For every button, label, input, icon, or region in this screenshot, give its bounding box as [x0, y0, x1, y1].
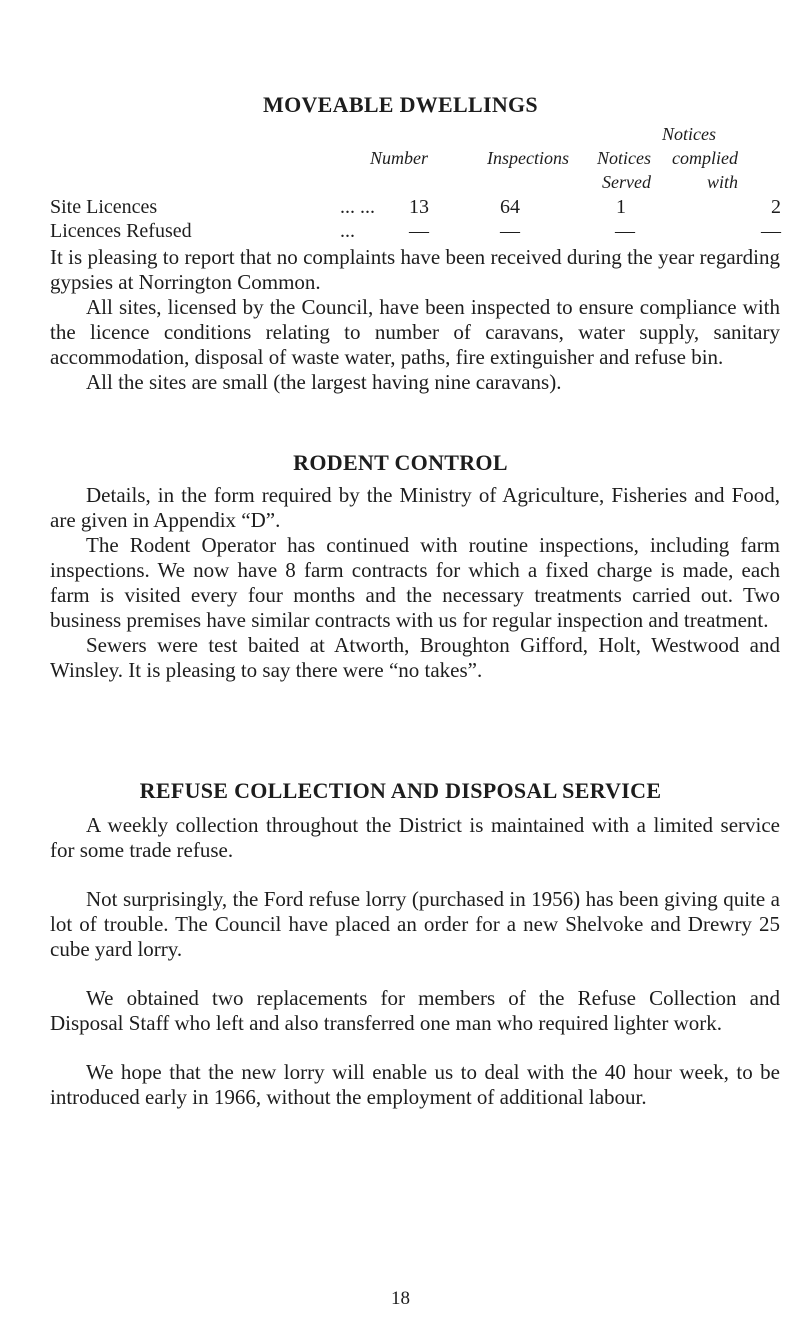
- cell-refused-number: —: [409, 220, 429, 242]
- col-header-inspections: Inspections: [487, 148, 569, 168]
- col-header-complied-2: complied: [672, 148, 738, 168]
- col-header-number: Number: [370, 148, 428, 168]
- refuse-collection-heading: REFUSE COLLECTION AND DISPOSAL SERVICE: [139, 778, 662, 803]
- col-header-served-2: Served: [602, 172, 651, 192]
- row-leader-licences-refused: ...: [340, 220, 355, 242]
- paragraph: All sites, licensed by the Council, have been inspected to ensure compliance with the licence conditions relating to number of caravans, water supply, sanitary accommodation, disposal of waste water, paths, fire extinguisher and refuse bin.: [50, 295, 780, 369]
- moveable-dwellings-heading: MOVEABLE DWELLINGS: [263, 92, 538, 117]
- paragraph: A weekly collection throughout the District is maintained with a limited service for some trade refuse.: [50, 813, 780, 862]
- moveable-dwellings-body: [50, 245, 780, 395]
- refuse-collection-body: [50, 813, 780, 1110]
- cell-refused-inspections: —: [500, 220, 520, 242]
- cell-refused-complied: —: [761, 220, 781, 242]
- paragraph: We hope that the new lorry will enable us to deal with the 40 hour week, to be introduced early in 1966, without the employment of additional labour.: [50, 1060, 780, 1109]
- col-header-served-1: Notices: [597, 148, 651, 168]
- cell-site-number: 13: [409, 196, 429, 218]
- cell-site-complied: 2: [771, 196, 781, 218]
- page-number: 18: [391, 1288, 410, 1309]
- row-label-site-licences: Site Licences: [50, 196, 158, 218]
- cell-site-inspections: 64: [500, 196, 520, 218]
- cell-refused-served: —: [615, 220, 635, 242]
- row-label-licences-refused: Licences Refused: [50, 220, 192, 242]
- paragraph: Not surprisingly, the Ford refuse lorry (purchased in 1956) has been giving quite a lot of trouble. The Council have placed an order for a new Shelvoke and Drewry 25 cube yard lorry.: [50, 887, 780, 961]
- paragraph: Sewers were test baited at Atworth, Broughton Gifford, Holt, Westwood and Winsley. It is pleasing to say there were “no takes”.: [50, 633, 780, 682]
- cell-site-served: 1: [616, 196, 626, 218]
- paragraph: All the sites are small (the largest having nine caravans).: [86, 370, 562, 394]
- rodent-control-heading: RODENT CONTROL: [293, 450, 508, 475]
- paragraph: We obtained two replacements for members of the Refuse Collection and Disposal Staff who left and also transferred one man who required lighter work.: [50, 986, 780, 1035]
- rodent-control-body: [50, 483, 780, 683]
- col-header-complied-1: Notices: [662, 124, 716, 144]
- paragraph: It is pleasing to report that no complaints have been received during the year regarding gypsies at Norrington Common.: [50, 245, 780, 294]
- paragraph: Details, in the form required by the Ministry of Agriculture, Fisheries and Food, are given in Appendix “D”.: [50, 483, 780, 532]
- col-header-complied-3: with: [707, 172, 739, 192]
- paragraph: The Rodent Operator has continued with routine inspections, including farm inspections. We now have 8 farm contracts for which a fixed charge is made, each farm is visited every four months and the necessary treatments carried out. Two business premises have similar contracts with us for regular inspection and treatment.: [50, 533, 780, 632]
- row-leader-site-licences: ... ...: [340, 196, 375, 218]
